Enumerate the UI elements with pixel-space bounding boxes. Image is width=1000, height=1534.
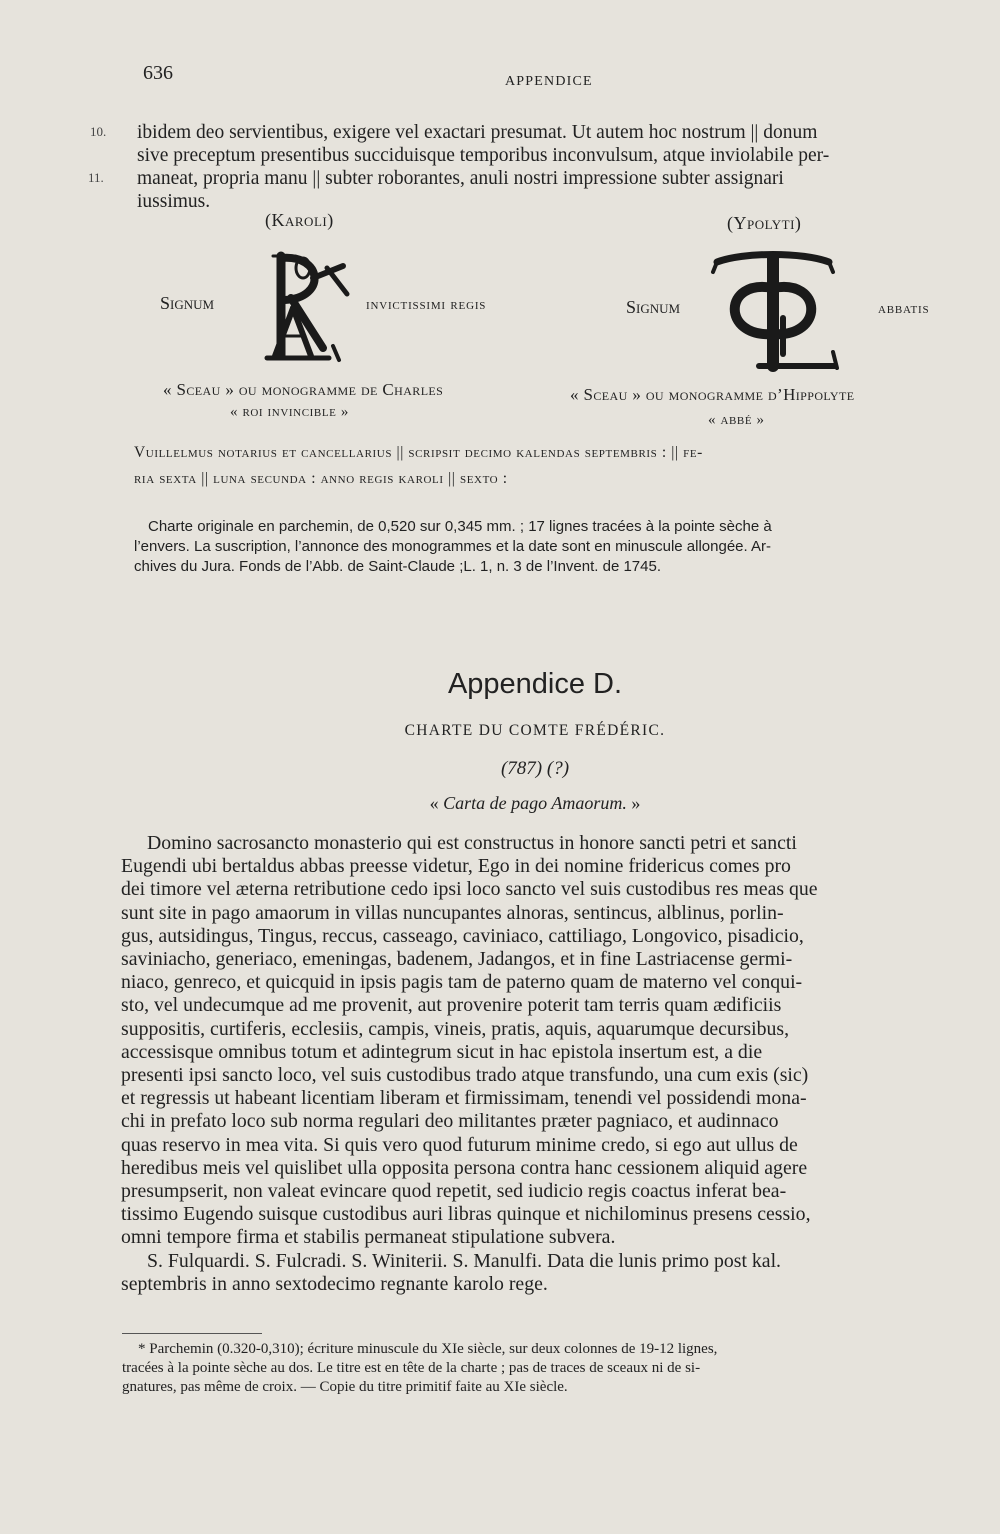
line-number-10: 10. xyxy=(90,124,107,139)
text-line: tracées à la pointe sèche au dos. Le titre est en tête de la charte ; pas de traces de sceaux ni de si- xyxy=(122,1360,701,1376)
text-line: Vuillelmus notarius et cancellarius || scripsit decimo kalendas septembris : || fe- xyxy=(134,444,703,461)
footnote-divider xyxy=(122,1333,262,1334)
text-line: maneat, propria manu || subter roborantes, anuli nostri impressione subter assignari xyxy=(137,168,784,189)
text-line: chives du Jura. Fonds de l’Abb. de Saint-Claude ;L. 1, n. 3 de l’Invent. de 1745. xyxy=(134,558,661,575)
text-line: l’envers. La suscription, l’annonce des monogrammes et la date sont en minuscule allongée. Ar- xyxy=(134,538,772,555)
text-line: Charte originale en parchemin, de 0,520 sur 0,345 mm. ; 17 lignes tracées à la pointe sèche à xyxy=(148,518,772,535)
footnote xyxy=(122,1340,942,1397)
karoli-monogram-icon xyxy=(253,238,363,368)
ypolyti-monogram-icon xyxy=(703,248,843,378)
monogram-caption-hippolyte: « Sceau » ou monogramme d’Hippolyte xyxy=(570,385,855,404)
text-line: S. Fulquardi. S. Fulcradi. S. Winiterii. S. Manulfi. Data die lunis primo post kal. xyxy=(147,1249,782,1272)
page-number: 636 xyxy=(143,62,173,84)
text-line: niaco, genreco, et quicquid in ipsis pagis tam de paterno quam de materno vel conqui- xyxy=(121,971,803,994)
line-number-11: 11. xyxy=(88,170,104,185)
monogram-caption-charles: « Sceau » ou monogramme de Charles xyxy=(163,380,444,399)
monogram-caption-roi: « roi invincible » xyxy=(230,404,349,420)
text-line: quas reservo in mea vita. Si quis vero quod futurum minime credo, si ego aut ullus de xyxy=(121,1133,798,1156)
appendix-date: (787) (?) xyxy=(500,758,570,779)
karoli-label: (Karoli) xyxy=(265,210,334,230)
text-line: dei timore vel æterna retributione cedo ipsi loco sancto vel suis custodibus res meas que xyxy=(121,878,818,901)
text-line: tissimo Eugendo suisque custodibus auri libras quinque et nichilominus presens cessio, xyxy=(121,1203,811,1226)
text-line: presumpserit, non valeat evincare quod repetit, sed iudicio regis coactus inferat bea- xyxy=(121,1180,787,1203)
text-line: chi in prefato loco sub norma regulari deo militantes præter pagniaco, et audinnaco xyxy=(121,1110,779,1133)
text-line: sunt site in pago amaorum in villas nuncupantes alnoras, sentincus, alblinus, porlin- xyxy=(121,901,784,924)
quote-close: » xyxy=(626,793,641,813)
text-line: gus, autsidingus, Tingus, reccus, casseago, caviniaco, cattiliago, Longovico, pisadicio, xyxy=(121,924,804,947)
invictissimi-regis: invictissimi regis xyxy=(366,297,487,313)
text-line: ria sexta || luna secunda : anno regis karoli || sexto : xyxy=(134,470,508,487)
text-line: suppositis, curtiferis, ecclesiis, campis, vineis, pratis, aquis, aquarumque decursibus, xyxy=(121,1017,790,1040)
text-line: sto, vel undecumque ad me provenit, aut provenire poterit tam terris quam ædificiis xyxy=(121,994,782,1017)
signum-right: Signum xyxy=(626,297,681,317)
charter-note xyxy=(134,517,944,577)
carta-heading xyxy=(0,793,1000,814)
text-line: ibidem deo servientibus, exigere vel exactari presumat. Ut autem hoc nostrum || donum xyxy=(137,122,818,143)
text-line: * Parchemin (0.320-0,310); écriture minuscule du XIe siècle, sur deux colonnes de 19-12 lignes, xyxy=(138,1341,718,1357)
top-paragraph xyxy=(137,121,957,213)
text-line: septembris in anno sextodecimo regnante karolo rege. xyxy=(121,1272,548,1295)
monogram-caption-abbe: « abbé » xyxy=(708,412,765,428)
text-line: heredibus meis vel quislibet ulla opposita persona contra hanc cessionem aliquid agere xyxy=(121,1156,808,1179)
signum-left: Signum xyxy=(160,293,215,313)
text-line: et regressis ut habeant licentiam liberam et firmissimam, tenendi vel possidendi mona- xyxy=(121,1087,807,1110)
quote-open: « xyxy=(429,793,444,813)
text-line: Eugendi ubi bertaldus abbas preesse videtur, Ego in dei nomine fridericus comes pro xyxy=(121,855,791,878)
charter-body xyxy=(121,832,941,1296)
text-line: gnatures, pas même de croix. — Copie du titre primitif faite au XIe siècle. xyxy=(122,1379,568,1395)
appendix-subtitle: CHARTE DU COMTE FRÉDÉRIC. xyxy=(404,722,666,739)
running-title: APPENDICE xyxy=(505,74,593,89)
text-line: saviniacho, generiaco, emeningas, badenem, Jadangos, et in fine Lastriacense germi- xyxy=(121,948,793,971)
text-line: iussimus. xyxy=(137,191,211,212)
appendix-title: Appendice D. xyxy=(447,668,623,700)
abbatis-label: abbatis xyxy=(878,301,930,317)
carta-title: Carta de pago Amaorum. xyxy=(443,793,627,813)
ypolyti-label: (Ypolyti) xyxy=(727,213,802,233)
subscription-paragraph xyxy=(134,440,944,492)
text-line: Domino sacrosancto monasterio qui est constructus in honore sancti petri et sancti xyxy=(147,832,797,854)
text-line: omni tempore firma et stabilis permaneat stipulatione subvera. xyxy=(121,1226,616,1249)
text-line: accessisque omnibus totum et adintegrum sicut in hac epistola insertum est, a die xyxy=(121,1040,763,1063)
text-line: sive preceptum presentibus succiduisque temporibus inconvulsum, atque inviolabile per- xyxy=(137,145,830,166)
text-line: presenti ipsi sancto loco, vel suis custodibus trado atque transfundo, una cum exis (sic) xyxy=(121,1064,809,1087)
